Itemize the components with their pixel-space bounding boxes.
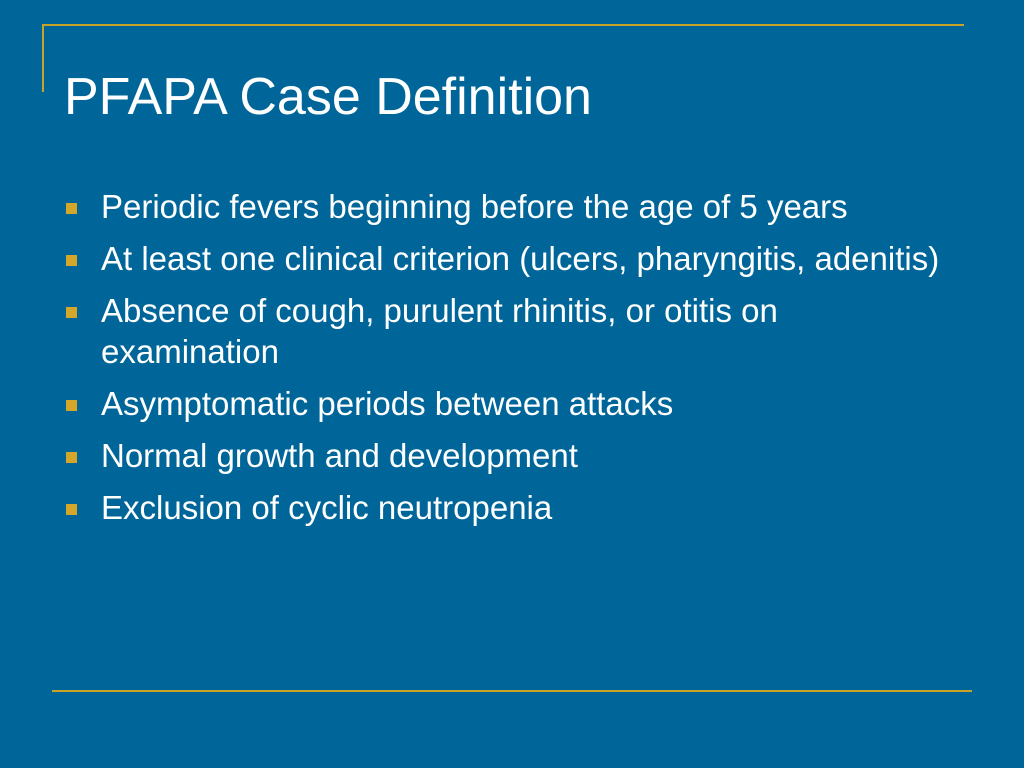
square-bullet-icon bbox=[66, 504, 77, 515]
bullet-text: Normal growth and development bbox=[101, 437, 578, 474]
bullet-text: Exclusion of cyclic neutropenia bbox=[101, 489, 553, 526]
bullet-text: Asymptomatic periods between attacks bbox=[101, 385, 674, 422]
bullet-text: Absence of cough, purulent rhinitis, or otitis on examination bbox=[101, 292, 778, 370]
bullet-item bbox=[62, 435, 962, 476]
square-bullet-icon bbox=[66, 307, 77, 318]
bullet-list bbox=[62, 186, 962, 539]
top-accent-line bbox=[43, 24, 964, 26]
left-accent-line bbox=[42, 24, 44, 92]
bullet-item bbox=[62, 186, 962, 227]
square-bullet-icon bbox=[66, 452, 77, 463]
slide-title: PFAPA Case Definition bbox=[64, 68, 592, 126]
bullet-text: At least one clinical criterion (ulcers, pharyngitis, adenitis) bbox=[101, 240, 940, 277]
bullet-item bbox=[62, 383, 962, 424]
bullet-text: Periodic fevers beginning before the age of 5 years bbox=[101, 188, 848, 225]
bullet-item bbox=[62, 487, 962, 528]
square-bullet-icon bbox=[66, 400, 77, 411]
bullet-item bbox=[62, 238, 962, 279]
square-bullet-icon bbox=[66, 255, 77, 266]
square-bullet-icon bbox=[66, 203, 77, 214]
bottom-accent-line bbox=[52, 690, 972, 692]
bullet-item bbox=[62, 290, 962, 372]
